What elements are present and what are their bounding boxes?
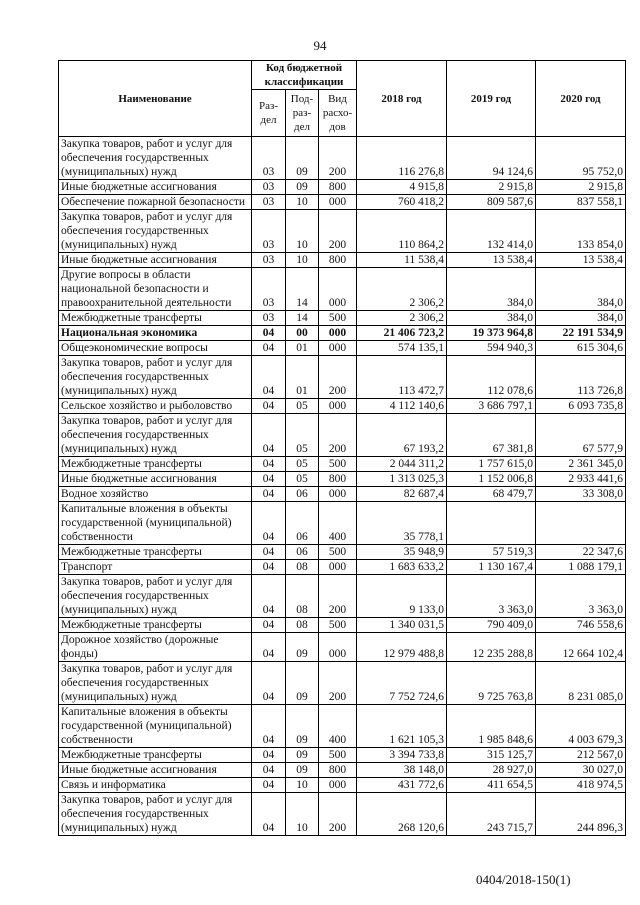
row-value-2019: 384,0 (447, 268, 536, 311)
row-section: 04 (252, 705, 286, 748)
row-name: Дорожное хозяйство (дорожные фонды) (59, 633, 252, 662)
row-value-2019: 1 152 006,8 (447, 472, 536, 487)
row-value-2020: 384,0 (536, 268, 626, 311)
row-value-2019: 13 538,4 (447, 253, 536, 268)
row-value-2020: 4 003 679,3 (536, 705, 626, 748)
row-subsection: 10 (286, 778, 319, 793)
table-row (59, 326, 626, 341)
row-value-2019: 790 409,0 (447, 618, 536, 633)
row-section: 04 (252, 778, 286, 793)
document-code: 0404/2018-150(1) (476, 872, 571, 887)
row-value-2020: 1 088 179,1 (536, 560, 626, 575)
row-expense-type: 000 (319, 778, 357, 793)
row-value-2020: 8 231 085,0 (536, 662, 626, 705)
row-section: 04 (252, 545, 286, 560)
row-value-2018: 7 752 724,6 (357, 662, 447, 705)
row-name: Закупка товаров, работ и услуг для обеспечения государственных (муниципальных) нужд (59, 210, 252, 253)
table-row (59, 414, 626, 457)
row-subsection: 09 (286, 748, 319, 763)
row-value-2019: 2 915,8 (447, 180, 536, 195)
row-name: Межбюджетные трансферты (59, 618, 252, 633)
row-value-2020: 133 854,0 (536, 210, 626, 253)
row-section: 03 (252, 268, 286, 311)
row-value-2018: 2 044 311,2 (357, 457, 447, 472)
row-subsection: 10 (286, 195, 319, 210)
row-value-2020: 12 664 102,4 (536, 633, 626, 662)
row-name: Водное хозяйство (59, 487, 252, 502)
row-name: Капитальные вложения в объекты государственной (муниципальной) собственности (59, 705, 252, 748)
row-name: Иные бюджетные ассигнования (59, 253, 252, 268)
row-subsection: 09 (286, 633, 319, 662)
row-section: 04 (252, 457, 286, 472)
header-section: Раз-дел (252, 90, 286, 137)
header-name: Наименование (59, 61, 252, 137)
row-value-2018: 38 148,0 (357, 763, 447, 778)
table-row (59, 210, 626, 253)
header-2019: 2019 год (447, 61, 536, 137)
row-subsection: 14 (286, 311, 319, 326)
table-row (59, 311, 626, 326)
row-name: Закупка товаров, работ и услуг для обеспечения государственных (муниципальных) нужд (59, 356, 252, 399)
row-value-2018: 1 683 633,2 (357, 560, 447, 575)
row-value-2018: 67 193,2 (357, 414, 447, 457)
row-value-2020: 2 933 441,6 (536, 472, 626, 487)
table-row (59, 180, 626, 195)
row-expense-type: 200 (319, 662, 357, 705)
row-value-2018: 760 418,2 (357, 195, 447, 210)
row-value-2020: 13 538,4 (536, 253, 626, 268)
row-value-2018: 21 406 723,2 (357, 326, 447, 341)
table-row (59, 472, 626, 487)
row-section: 04 (252, 356, 286, 399)
row-value-2020: 244 896,3 (536, 793, 626, 836)
table-row (59, 763, 626, 778)
table-row (59, 705, 626, 748)
row-expense-type: 500 (319, 618, 357, 633)
row-subsection: 09 (286, 137, 319, 180)
row-value-2020: 212 567,0 (536, 748, 626, 763)
row-value-2019: 112 078,6 (447, 356, 536, 399)
row-value-2020: 418 974,5 (536, 778, 626, 793)
row-value-2018: 2 306,2 (357, 268, 447, 311)
row-section: 04 (252, 414, 286, 457)
row-name: Закупка товаров, работ и услуг для обеспечения государственных (муниципальных) нужд (59, 137, 252, 180)
row-value-2018: 113 472,7 (357, 356, 447, 399)
row-name: Межбюджетные трансферты (59, 457, 252, 472)
row-name: Общеэкономические вопросы (59, 341, 252, 356)
row-expense-type: 800 (319, 253, 357, 268)
row-section: 04 (252, 763, 286, 778)
table-row (59, 748, 626, 763)
row-expense-type: 000 (319, 195, 357, 210)
row-value-2020: 30 027,0 (536, 763, 626, 778)
row-subsection: 08 (286, 618, 319, 633)
table-row (59, 399, 626, 414)
row-subsection: 14 (286, 268, 319, 311)
row-value-2020: 113 726,8 (536, 356, 626, 399)
row-value-2019 (447, 502, 536, 545)
row-subsection: 05 (286, 472, 319, 487)
row-value-2020: 615 304,6 (536, 341, 626, 356)
row-section: 04 (252, 575, 286, 618)
row-value-2020: 2 361 345,0 (536, 457, 626, 472)
row-section: 04 (252, 793, 286, 836)
row-value-2018: 35 778,1 (357, 502, 447, 545)
row-subsection: 00 (286, 326, 319, 341)
row-value-2018: 268 120,6 (357, 793, 447, 836)
row-section: 04 (252, 487, 286, 502)
row-expense-type: 400 (319, 705, 357, 748)
table-row (59, 560, 626, 575)
page-number: 94 (313, 38, 327, 53)
row-subsection: 08 (286, 560, 319, 575)
row-name: Транспорт (59, 560, 252, 575)
table-row (59, 341, 626, 356)
table-row (59, 575, 626, 618)
row-subsection: 08 (286, 575, 319, 618)
row-section: 03 (252, 195, 286, 210)
row-section: 04 (252, 399, 286, 414)
row-value-2019: 57 519,3 (447, 545, 536, 560)
row-value-2018: 2 306,2 (357, 311, 447, 326)
header-code-group: Код бюджетной классификации (252, 61, 357, 90)
row-value-2020: 33 308,0 (536, 487, 626, 502)
row-section: 04 (252, 472, 286, 487)
row-value-2018: 574 135,1 (357, 341, 447, 356)
row-value-2020: 22 191 534,9 (536, 326, 626, 341)
row-value-2020: 2 915,8 (536, 180, 626, 195)
table-row (59, 356, 626, 399)
row-name: Межбюджетные трансферты (59, 545, 252, 560)
row-expense-type: 200 (319, 137, 357, 180)
row-value-2018: 4 112 140,6 (357, 399, 447, 414)
row-value-2018: 1 621 105,3 (357, 705, 447, 748)
row-name: Закупка товаров, работ и услуг для обеспечения государственных (муниципальных) нужд (59, 575, 252, 618)
row-value-2019: 94 124,6 (447, 137, 536, 180)
row-expense-type: 200 (319, 793, 357, 836)
row-value-2019: 132 414,0 (447, 210, 536, 253)
row-value-2018: 82 687,4 (357, 487, 447, 502)
budget-table (58, 60, 626, 836)
row-section: 04 (252, 502, 286, 545)
row-section: 03 (252, 210, 286, 253)
row-name: Иные бюджетные ассигнования (59, 472, 252, 487)
row-section: 03 (252, 137, 286, 180)
row-value-2020 (536, 502, 626, 545)
row-value-2018: 35 948,9 (357, 545, 447, 560)
row-subsection: 01 (286, 341, 319, 356)
row-subsection: 05 (286, 414, 319, 457)
row-value-2019: 19 373 964,8 (447, 326, 536, 341)
row-name: Закупка товаров, работ и услуг для обеспечения государственных (муниципальных) нужд (59, 662, 252, 705)
row-subsection: 09 (286, 763, 319, 778)
row-value-2020: 95 752,0 (536, 137, 626, 180)
row-expense-type: 000 (319, 341, 357, 356)
row-section: 04 (252, 633, 286, 662)
row-section: 04 (252, 618, 286, 633)
row-subsection: 09 (286, 662, 319, 705)
row-value-2019: 1 757 615,0 (447, 457, 536, 472)
row-value-2019: 3 363,0 (447, 575, 536, 618)
row-value-2019: 28 927,0 (447, 763, 536, 778)
row-value-2020: 3 363,0 (536, 575, 626, 618)
row-value-2020: 746 558,6 (536, 618, 626, 633)
row-expense-type: 800 (319, 180, 357, 195)
row-value-2018: 11 538,4 (357, 253, 447, 268)
row-section: 04 (252, 326, 286, 341)
table-row (59, 253, 626, 268)
row-name: Связь и информатика (59, 778, 252, 793)
row-subsection: 06 (286, 487, 319, 502)
row-expense-type: 000 (319, 633, 357, 662)
row-expense-type: 000 (319, 487, 357, 502)
table-row (59, 487, 626, 502)
row-expense-type: 000 (319, 399, 357, 414)
table-body (59, 137, 626, 836)
header-subsection: Под-раз-дел (286, 90, 319, 137)
row-value-2019: 12 235 288,8 (447, 633, 536, 662)
row-subsection: 05 (286, 399, 319, 414)
row-value-2019: 594 940,3 (447, 341, 536, 356)
row-expense-type: 500 (319, 457, 357, 472)
row-value-2019: 1 985 848,6 (447, 705, 536, 748)
row-subsection: 01 (286, 356, 319, 399)
row-expense-type: 500 (319, 545, 357, 560)
row-name: Сельское хозяйство и рыболовство (59, 399, 252, 414)
row-expense-type: 800 (319, 472, 357, 487)
row-value-2018: 4 915,8 (357, 180, 447, 195)
row-value-2019: 315 125,7 (447, 748, 536, 763)
row-value-2018: 110 864,2 (357, 210, 447, 253)
row-name: Обеспечение пожарной безопасности (59, 195, 252, 210)
row-subsection: 05 (286, 457, 319, 472)
row-value-2019: 3 686 797,1 (447, 399, 536, 414)
header-expense-type: Вид расхо-дов (319, 90, 357, 137)
row-expense-type: 200 (319, 414, 357, 457)
row-expense-type: 200 (319, 575, 357, 618)
row-value-2019: 68 479,7 (447, 487, 536, 502)
header-2020: 2020 год (536, 61, 626, 137)
row-section: 03 (252, 253, 286, 268)
row-expense-type: 400 (319, 502, 357, 545)
row-name: Закупка товаров, работ и услуг для обеспечения государственных (муниципальных) нужд (59, 414, 252, 457)
row-subsection: 06 (286, 545, 319, 560)
row-section: 03 (252, 311, 286, 326)
row-value-2019: 67 381,8 (447, 414, 536, 457)
row-value-2020: 67 577,9 (536, 414, 626, 457)
row-name: Межбюджетные трансферты (59, 311, 252, 326)
table-row (59, 633, 626, 662)
row-value-2019: 1 130 167,4 (447, 560, 536, 575)
row-name: Закупка товаров, работ и услуг для обеспечения государственных (муниципальных) нужд (59, 793, 252, 836)
table-row (59, 778, 626, 793)
row-value-2018: 1 313 025,3 (357, 472, 447, 487)
row-section: 04 (252, 341, 286, 356)
row-name: Национальная экономика (59, 326, 252, 341)
row-expense-type: 000 (319, 326, 357, 341)
row-expense-type: 500 (319, 311, 357, 326)
row-section: 03 (252, 180, 286, 195)
table-row (59, 457, 626, 472)
row-value-2019: 384,0 (447, 311, 536, 326)
row-value-2020: 22 347,6 (536, 545, 626, 560)
row-value-2019: 809 587,6 (447, 195, 536, 210)
row-value-2020: 6 093 735,8 (536, 399, 626, 414)
row-section: 04 (252, 662, 286, 705)
row-value-2020: 837 558,1 (536, 195, 626, 210)
table-row (59, 137, 626, 180)
header-2018: 2018 год (357, 61, 447, 137)
row-expense-type: 200 (319, 356, 357, 399)
row-name: Иные бюджетные ассигнования (59, 180, 252, 195)
row-subsection: 09 (286, 180, 319, 195)
row-subsection: 09 (286, 705, 319, 748)
row-value-2019: 411 654,5 (447, 778, 536, 793)
row-subsection: 06 (286, 502, 319, 545)
row-value-2020: 384,0 (536, 311, 626, 326)
row-value-2018: 9 133,0 (357, 575, 447, 618)
row-expense-type: 000 (319, 560, 357, 575)
table-row (59, 545, 626, 560)
table-row (59, 618, 626, 633)
row-value-2019: 243 715,7 (447, 793, 536, 836)
row-subsection: 10 (286, 793, 319, 836)
row-subsection: 10 (286, 210, 319, 253)
row-name: Межбюджетные трансферты (59, 748, 252, 763)
row-value-2018: 116 276,8 (357, 137, 447, 180)
row-expense-type: 800 (319, 763, 357, 778)
table-row (59, 502, 626, 545)
row-section: 04 (252, 748, 286, 763)
row-section: 04 (252, 560, 286, 575)
row-value-2018: 3 394 733,8 (357, 748, 447, 763)
row-name: Иные бюджетные ассигнования (59, 763, 252, 778)
row-value-2018: 431 772,6 (357, 778, 447, 793)
row-value-2018: 1 340 031,5 (357, 618, 447, 633)
row-expense-type: 200 (319, 210, 357, 253)
table-row (59, 268, 626, 311)
row-name: Капитальные вложения в объекты государственной (муниципальной) собственности (59, 502, 252, 545)
row-expense-type: 500 (319, 748, 357, 763)
row-name: Другие вопросы в области национальной безопасности и правоохранительной деятельности (59, 268, 252, 311)
row-subsection: 10 (286, 253, 319, 268)
table-row (59, 662, 626, 705)
row-expense-type: 000 (319, 268, 357, 311)
row-value-2019: 9 725 763,8 (447, 662, 536, 705)
table-row (59, 793, 626, 836)
row-value-2018: 12 979 488,8 (357, 633, 447, 662)
table-row (59, 195, 626, 210)
